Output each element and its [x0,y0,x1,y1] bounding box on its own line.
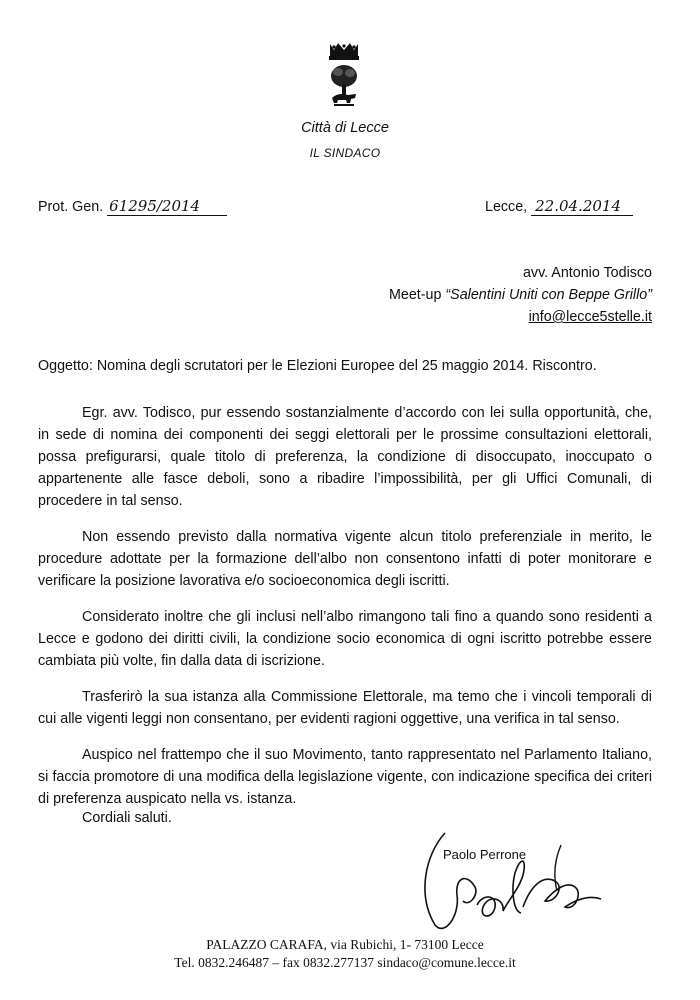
letter-body [38,402,652,824]
recipient-email[interactable]: info@lecce5stelle.it [528,309,652,325]
subject-line: Oggetto: Nomina degli scrutatori per le Elezioni Europee del 25 maggio 2014. Riscontro. [38,358,597,374]
protocol-label: Prot. Gen. [38,199,104,215]
place-label: Lecce, [485,199,528,215]
body-paragraph-4: Trasferirò la sua istanza alla Commissione Elettorale, ma temo che i vincoli temporali di cui alle vigenti leggi non consentano, per evidenti ragioni oggettive, una verifica in tal senso. [38,689,652,727]
body-paragraph-3: Considerato inoltre che gli inclusi nell’albo rimangono tali fino a quando sono residenti a Lecce e godono dei diritti civili, la condizione socio economica di ogni iscritto potrebbe essere cambiata più volte, fin dalla data di iscrizione. [38,609,652,669]
city-crest-icon [318,42,370,110]
recipient-name: avv. Antonio Todisco [522,265,652,281]
body-paragraph-2: Non essendo previsto dalla normativa vigente alcun titolo preferenziale in merito, le procedure adottate per la formazione dell’albo non consentono infatti di poter monitorare e verificare la posizione lavorativa e/o socioeconomica degli iscritti. [38,529,652,589]
closing-salutation: Cordiali saluti. [82,810,172,826]
footer-contacts: Tel. 0832.246487 – fax 0832.277137 sindaco@comune.lecce.it [174,955,516,970]
handwritten-signature-icon [405,815,605,940]
protocol-line [38,196,227,218]
recipient-org-name: “Salentini Uniti con Beppe Grillo” [445,287,652,303]
recipient-org-prefix: Meet-up [388,287,442,303]
recipient-org [300,284,652,306]
office-title: IL SINDACO [309,146,381,160]
body-paragraph-5: Auspico nel frattempo che il suo Movimento, tanto rappresentato nel Parlamento Italiano, si faccia promotore di una modifica della legislazione vigente, con indicazione specifica dei criteri di preferenza auspicato nella vs. istanza. [38,747,652,807]
signatory-name: Paolo Perrone [443,847,527,862]
city-name: Città di Lecce [301,120,389,136]
recipient-block [300,262,652,328]
body-paragraph-1: Egr. avv. Todisco, pur essendo sostanzialmente d’accordo con lei sulla opportunità, che, in sede di nomina dei componenti dei seggi elettorali per le prossime consultazioni elettorali, possa prefigurarsi, quale titolo di preferenza, la condizione di disoccupato, inoccupato o appartenente alle fasce deboli, sono a ribadire l’impossibilità, per gli Uffici Comunali, di procedere in tal senso. [38,405,652,509]
date-line [485,196,633,218]
footer-address: PALAZZO CARAFA, via Rubichi, 1- 73100 Lecce [206,937,484,952]
letter-date: 22.04.2014 [531,198,633,216]
protocol-number: 61295/2014 [107,198,227,216]
